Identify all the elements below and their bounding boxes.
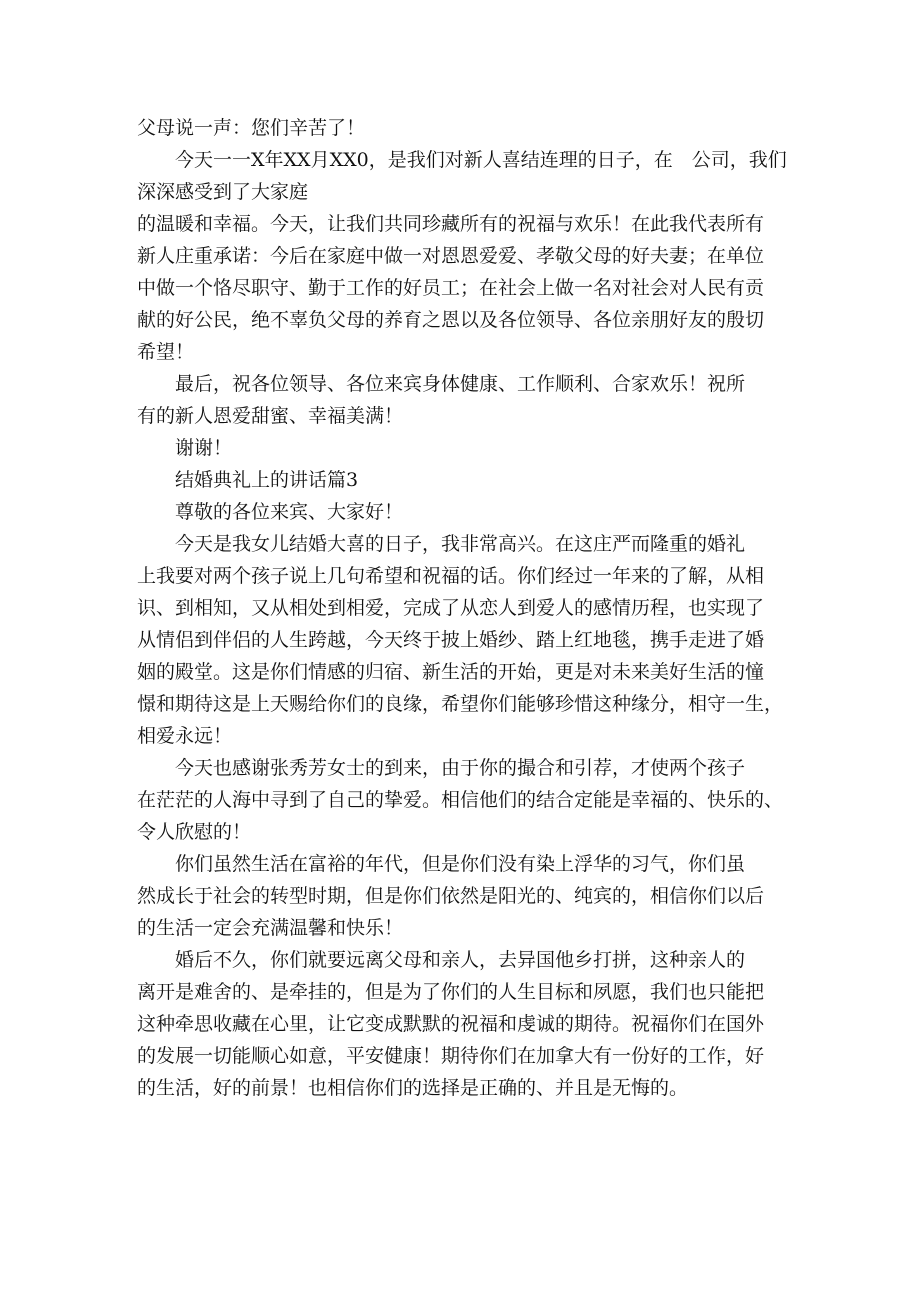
text-line: 识、到相知，又从相处到相爱，完成了从恋人到爱人的感情历程，也实现了	[137, 597, 765, 619]
text-line: 今天一一X年XX月XX0，是我们对新人喜结连理的日子，在 公司，我们	[175, 149, 787, 171]
text-line: 姻的殿堂。这是你们情感的归宿、新生活的开始，更是对未来美好生活的憧	[137, 661, 765, 683]
text-line: 最后，祝各位领导、各位来宾身体健康、工作顺利、合家欢乐！祝所	[175, 373, 746, 395]
text-line: 婚后不久，你们就要远离父母和亲人，去异国他乡打拼，这种亲人的	[175, 949, 746, 971]
text-line: 有的新人恩爱甜蜜、幸福美满！	[137, 405, 404, 427]
text-line: 上我要对两个孩子说上几句希望和祝福的话。你们经过一年来的了解，从相	[137, 565, 765, 587]
text-line: 令人欣慰的！	[137, 821, 252, 843]
text-line: 希望！	[137, 341, 195, 363]
text-line: 的生活，好的前景！也相信你们的选择是正确的、并且是无悔的。	[137, 1077, 689, 1099]
text-line: 然成长于社会的转型时期，但是你们依然是阳光的、纯宾的，相信你们以后	[137, 885, 765, 907]
text-line: 相爱永远！	[137, 725, 233, 747]
text-line: 父母说一声：您们辛苦了！	[137, 117, 366, 139]
text-line: 离开是难舍的、是牵挂的，但是为了你们的人生目标和夙愿，我们也只能把	[137, 981, 765, 1003]
text-line: 尊敬的各位来宾、大家好！	[175, 501, 404, 523]
text-line: 的温暖和幸福。今天，让我们共同珍藏所有的祝福与欢乐！在此我代表所有	[137, 213, 765, 235]
text-line: 的发展一切能顺心如意，平安健康！期待你们在加拿大有一份好的工作，好	[137, 1045, 765, 1067]
text-line: 中做一个恪尽职守、勤于工作的好员工；在社会上做一名对社会对人民有贡	[137, 277, 765, 299]
text-line: 深深感受到了大家庭	[137, 181, 309, 203]
text-line: 的生活一定会充满温馨和快乐！	[137, 917, 404, 939]
text-line: 从情侣到伴侣的人生跨越，今天终于披上婚纱、踏上红地毯，携手走进了婚	[137, 629, 765, 651]
text-line: 在茫茫的人海中寻到了自己的挚爱。相信他们的结合定能是幸福的、快乐的、	[137, 789, 784, 811]
text-line: 你们虽然生活在富裕的年代，但是你们没有染上浮华的习气，你们虽	[175, 853, 746, 875]
text-line: 谢谢！	[175, 437, 233, 459]
text-line: 这种牵思收藏在心里，让它变成默默的祝福和虔诚的期待。祝福你们在国外	[137, 1013, 765, 1035]
text-line: 今天是我女儿结婚大喜的日子，我非常高兴。在这庄严而隆重的婚礼	[175, 533, 746, 555]
text-line: 新人庄重承诺：今后在家庭中做一对恩恩爱爱、孝敬父母的好夫妻；在单位	[137, 245, 765, 267]
text-line: 献的好公民，绝不辜负父母的养育之恩以及各位领导、各位亲朋好友的殷切	[137, 309, 765, 331]
text-line: 今天也感谢张秀芳女士的到来，由于你的撮合和引荐，才使两个孩子	[175, 757, 746, 779]
document-body	[137, 112, 797, 1104]
text-line: 憬和期待这是上天赐给你们的良缘，希望你们能够珍惜这种缘分，相守一生，	[137, 693, 784, 715]
section-heading: 结婚典礼上的讲话篇3	[175, 469, 359, 491]
